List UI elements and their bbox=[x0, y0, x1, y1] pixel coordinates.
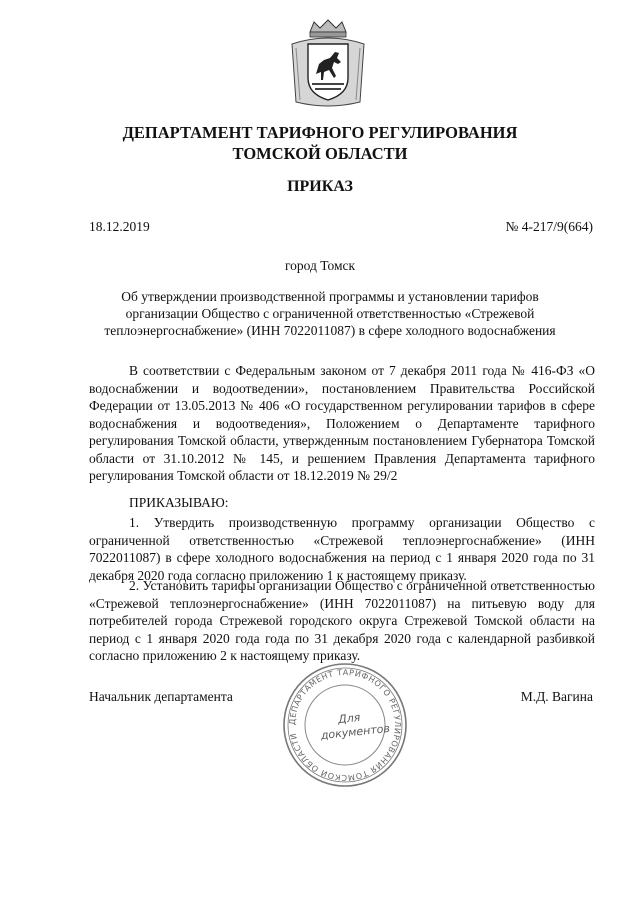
signatory-name: М.Д. Вагина bbox=[520, 689, 593, 704]
stamp-center-line2: документов bbox=[320, 721, 391, 743]
signatory-title: Начальник департамента bbox=[89, 689, 233, 704]
stamp-ring-text: ДЕПАРТАМЕНТ ТАРИФНОГО РЕГУЛИРОВАНИЯ ТОМСКОЙ ОБЛАСТИ bbox=[287, 667, 403, 783]
order-item-1: 1. Утвердить производственную программу организации Общество с ограниченной ответственностью «Стрежевой теплоэнергоснабжение» (ИНН 7022011087) в сфере холодного водоснабжения на период с 1 января 2020 года по 31 декабря 2020 года согласно приложению 1 к настоящему приказу. bbox=[89, 515, 595, 583]
order-item-2: 2. Установить тарифы организации Общество с ограниченной ответственностью «Стрежевой теплоэнергоснабжение» (ИНН 7022011087) на питьевую воду для потребителей города Стрежевой городского округа Стрежевой Томской области на период с 1 января 2020 года года по 31 декабря 2020 года с календарной разбивкой согласно приложению 2 к настоящему приказу. bbox=[89, 578, 595, 663]
coat-of-arms-icon bbox=[288, 18, 368, 110]
preamble-paragraph: В соответствии с Федеральным законом от 7 декабря 2011 года № 416-ФЗ «О водоснабжении и водоотведении», постановлением Правительства Российской Федерации от 13.05.2013 № 406 «О государственном регулировании тарифов в сфере водоснабжения и водоотведения», Положением о Департаменте тарифного регулирования Томской области, утвержденным постановлением Губернатора Томской области от 31.10.2012 № 145, и решением Правления Департамента тарифного регулирования Томской области от 18.12.2019 № 29/2 bbox=[89, 363, 595, 483]
order-title: ПРИКАЗ bbox=[287, 178, 353, 195]
order-date: 18.12.2019 bbox=[89, 219, 150, 234]
order-number: № 4-217/9(664) bbox=[505, 219, 593, 234]
city: город Томск bbox=[284, 258, 356, 273]
order-subject: Об утверждении производственной программы и установлении тарифов организации Общество с ограниченной ответственностью «Стрежевой теплоэнергоснабжение» (ИНН 7022011087) в сфере холодного водоснабжения bbox=[104, 289, 556, 338]
decree-heading: ПРИКАЗЫВАЮ: bbox=[129, 495, 229, 510]
department-name-line1: ДЕПАРТАМЕНТ ТАРИФНОГО РЕГУЛИРОВАНИЯ bbox=[122, 123, 518, 142]
department-name-line2: ТОМСКОЙ ОБЛАСТИ bbox=[232, 144, 408, 163]
stamp-center-line1: Для bbox=[337, 710, 361, 727]
